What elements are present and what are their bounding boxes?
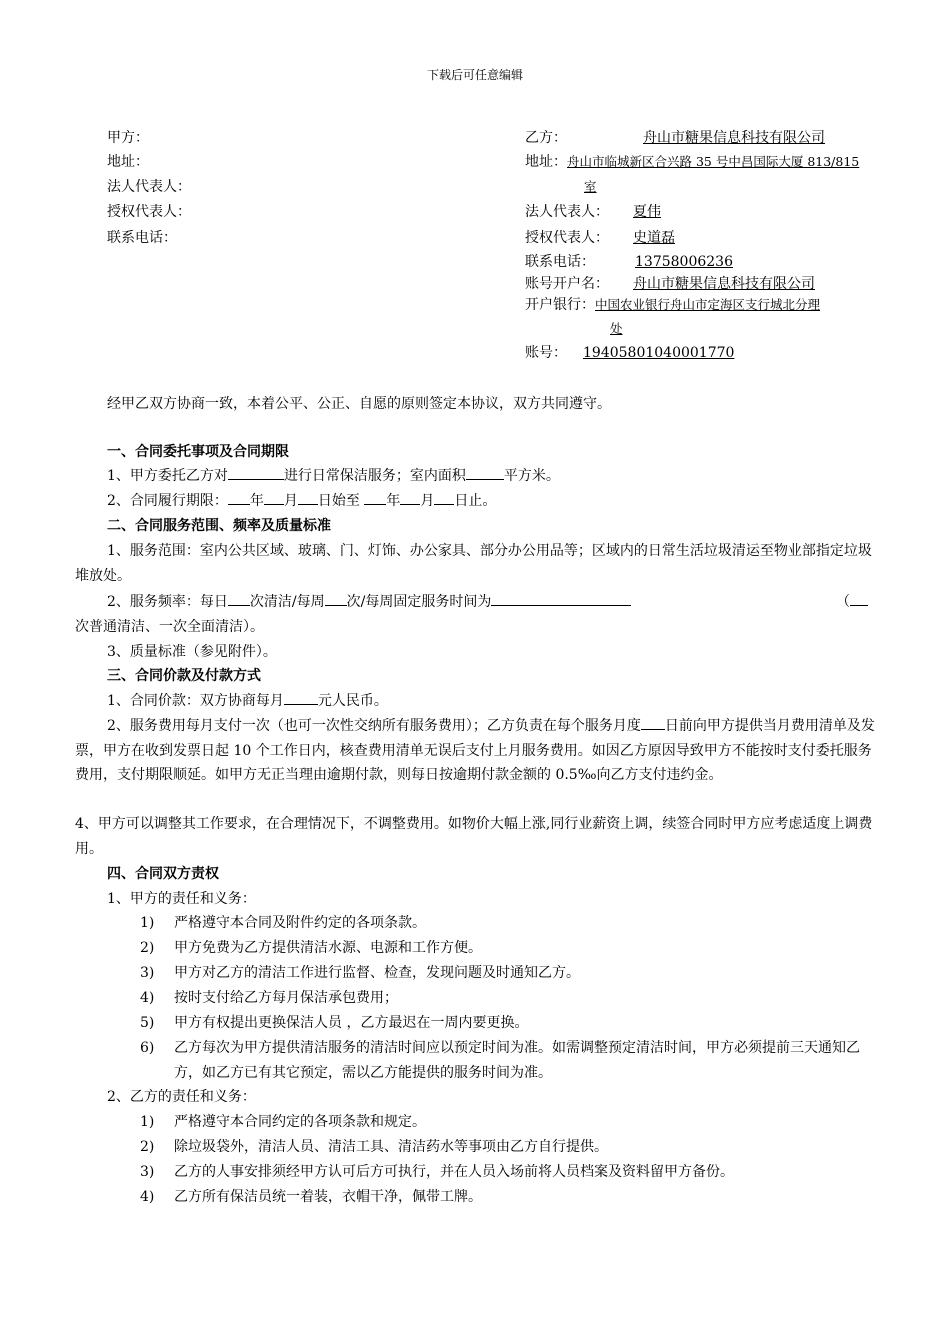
party-b-phone-label: 联系电话：	[525, 254, 595, 270]
s2-p2-bracket-row	[836, 590, 868, 614]
section-2-item-3: 3、质量标准（参见附件）。	[107, 644, 277, 660]
party-b-account-no-row	[525, 341, 776, 365]
list-item-text: 乙方的人事安排须经甲方认可后方可执行，并在人员入场前将人员档案及资料留甲方备份。	[174, 1164, 734, 1180]
blank-start-year	[228, 489, 250, 505]
s2-p2-text-c: 次/每周固定服务时间为	[346, 594, 492, 610]
s3-p2-text-a: 2、服务费用每月支付一次（也可一次性交纳所有服务费用）；乙方负责在每个服务月度	[107, 718, 641, 734]
s1-p2-end-day-label: 日止。	[454, 493, 497, 509]
party-b-address-line1: 舟山市临城新区合兴路 35 号中昌国际大厦 813/815	[567, 154, 860, 169]
party-b-address-label: 地址：	[525, 154, 567, 170]
section-2-item-2	[107, 590, 631, 614]
party-b-legal-rep-label: 法人代表人：	[525, 204, 609, 220]
list-item-number: 4)	[140, 1189, 155, 1205]
list-item-number: 2)	[140, 1139, 155, 1155]
s1-p1-text-a: 1、甲方委托乙方对	[107, 468, 228, 484]
party-b-legal-rep-row	[525, 200, 661, 224]
list-item-text: 严格遵守本合同及附件约定的各项条款。	[174, 915, 426, 931]
party-b-phone: 13758006236	[635, 254, 733, 270]
blank-monthly-fee	[284, 689, 318, 705]
section-2-item-1: 1、服务范围：室内公共区域、玻璃、门、灯饰、办公家具、部分办公用品等；区域内的日常生活垃圾清运至物业部指定垃圾堆放处。	[75, 543, 872, 584]
party-b-bank-line2-row	[610, 317, 623, 341]
party-a-address: 地址：	[107, 154, 149, 170]
section-3-item-2	[75, 714, 875, 788]
party-b-bank-row	[525, 293, 820, 317]
s1-p1-text-b: 进行日常保洁服务；室内面积	[283, 468, 466, 484]
party-b-row	[525, 126, 825, 150]
section-3-item-4: 4、甲方可以调整其工作要求，在合理情况下，不调整费用。如物价大幅上涨,同行业薪资上调，续签合同时甲方应考虑适度上调费用。	[75, 816, 873, 857]
list-item-text: 乙方所有保洁员统一着装，衣帽干净，佩带工牌。	[174, 1189, 482, 1205]
s1-p2-end-year-label: 年	[386, 493, 401, 509]
party-b-account-name: 舟山市糖果信息科技有限公司	[633, 276, 815, 292]
party-a-auth-rep: 授权代表人：	[107, 204, 191, 220]
blank-end-month	[400, 489, 420, 505]
section-2-title: 二、合同服务范围、频率及质量标准	[107, 518, 331, 534]
s3-p2-text-b: 日前向甲方提供当月费用清单及发票，甲方在收到发票日起 10 个工作日内，核查费用清单无误后支付上月服务费用。如因乙方原因导致甲方不能按时支付委托服务费用，支付期限顺延。如甲方无正当理由逾期付款，则每日按逾期付款金额的 0.5‰向乙方支付违约金。	[75, 718, 875, 783]
party-b-address-line2: 室	[584, 179, 597, 194]
list-item-number: 4)	[140, 990, 155, 1006]
section-3-title: 三、合同价款及付款方式	[107, 668, 261, 684]
s1-p2-year-label: 年	[249, 493, 264, 509]
s3-p1-text-a: 1、合同价款：双方协商每月	[107, 693, 284, 709]
blank-weekly-times	[325, 590, 347, 606]
party-b-auth-rep-row	[525, 226, 675, 250]
section-3-item-1	[107, 689, 388, 713]
list-item-text: 甲方对乙方的清洁工作进行监督、检查，发现问题及时通知乙方。	[174, 965, 580, 981]
blank-invoice-day	[641, 714, 665, 730]
party-b-bank-line2: 处	[610, 321, 623, 336]
s2-p2-continuation: 次普通清洁、一次全面清洁）。	[75, 619, 264, 635]
party-b-auth-rep-label: 授权代表人：	[525, 230, 609, 246]
party-b-phone-row	[525, 250, 733, 274]
section-1-item-1	[107, 464, 560, 488]
party-b-account-no-label: 账号：	[525, 345, 567, 361]
s1-p2-text-a: 2、合同履行期限：	[107, 493, 228, 509]
list-item-text: 除垃圾袋外，清洁人员、清洁工具、清洁药水等事项由乙方自行提供。	[174, 1139, 608, 1155]
blank-end-day	[434, 489, 454, 505]
s2-p2-text-a: 2、服务频率：每日	[107, 594, 228, 610]
list-item-text: 严格遵守本合同约定的各项条款和规定。	[174, 1114, 426, 1130]
party-a-label: 甲方：	[107, 130, 149, 146]
list-item-number: 6)	[140, 1040, 155, 1056]
list-item-text: 乙方每次为甲方提供清洁服务的清洁时间应以预定时间为准。如需调整预定清洁时间，甲方必须提前三天通知乙方，如乙方已有其它预定，需以乙方能提供的服务时间为准。	[174, 1040, 860, 1081]
list-item-text: 甲方有权提出更换保洁人员 ，乙方最迟在一周内要更换。	[174, 1015, 529, 1031]
section-4-title: 四、合同双方责权	[107, 866, 219, 882]
list-item-number: 3)	[140, 965, 155, 981]
list-item-number: 5)	[140, 1015, 155, 1031]
intro-text: 经甲乙双方协商一致，本着公平、公正、自愿的原则签定本协议，双方共同遵守。	[107, 396, 611, 412]
s1-p1-text-c: 平方米。	[503, 468, 560, 484]
section-1-item-2	[107, 489, 496, 513]
party-b-account-name-label: 账号开户名：	[525, 276, 609, 292]
party-b-duties-title: 2、乙方的责任和义务：	[107, 1089, 256, 1105]
list-item-number: 1)	[140, 915, 155, 931]
party-b-account-no: 19405801040001770	[583, 345, 735, 361]
blank-area	[466, 464, 504, 480]
list-item-text: 按时支付给乙方每月保洁承包费用；	[174, 990, 398, 1006]
list-item-text: 甲方免费为乙方提供清洁水源、电源和工作方便。	[174, 940, 482, 956]
party-b-address-row	[525, 150, 859, 174]
party-b-label: 乙方：	[525, 130, 567, 146]
list-item-number: 2)	[140, 940, 155, 956]
blank-normal-clean-times	[850, 590, 868, 606]
blank-start-day	[298, 489, 318, 505]
party-a-phone: 联系电话：	[107, 230, 177, 246]
section-1-title: 一、合同委托事项及合同期限	[107, 444, 289, 460]
s3-p1-text-b: 元人民币。	[317, 693, 388, 709]
list-item-number: 1)	[140, 1114, 155, 1130]
party-b-bank-line1: 中国农业银行舟山市定海区支行城北分理	[595, 297, 821, 312]
header-note: 下载后可任意编辑	[426, 68, 523, 82]
party-b-bank-label: 开户银行：	[525, 297, 595, 313]
list-item-number: 3)	[140, 1164, 155, 1180]
s2-p2-open-paren: （	[836, 594, 850, 610]
party-b-name: 舟山市糖果信息科技有限公司	[643, 130, 825, 146]
blank-daily-times	[228, 590, 250, 606]
party-b-address-line2-row	[584, 175, 609, 199]
party-b-legal-rep: 夏伟	[633, 204, 661, 220]
blank-fixed-service-time	[491, 590, 631, 606]
s2-p2-text-b: 次清洁/每周	[249, 594, 325, 610]
s1-p2-end-month-label: 月	[420, 493, 435, 509]
party-a-legal-rep: 法人代表人：	[107, 179, 191, 195]
blank-entrusted-object	[228, 464, 284, 480]
blank-end-year	[364, 489, 386, 505]
party-b-auth-rep: 史道磊	[633, 230, 675, 246]
s1-p2-month-label: 月	[283, 493, 298, 509]
party-a-duties-title: 1、甲方的责任和义务：	[107, 891, 256, 907]
blank-start-month	[264, 489, 284, 505]
s1-p2-day-to-label: 日始至	[317, 493, 365, 509]
